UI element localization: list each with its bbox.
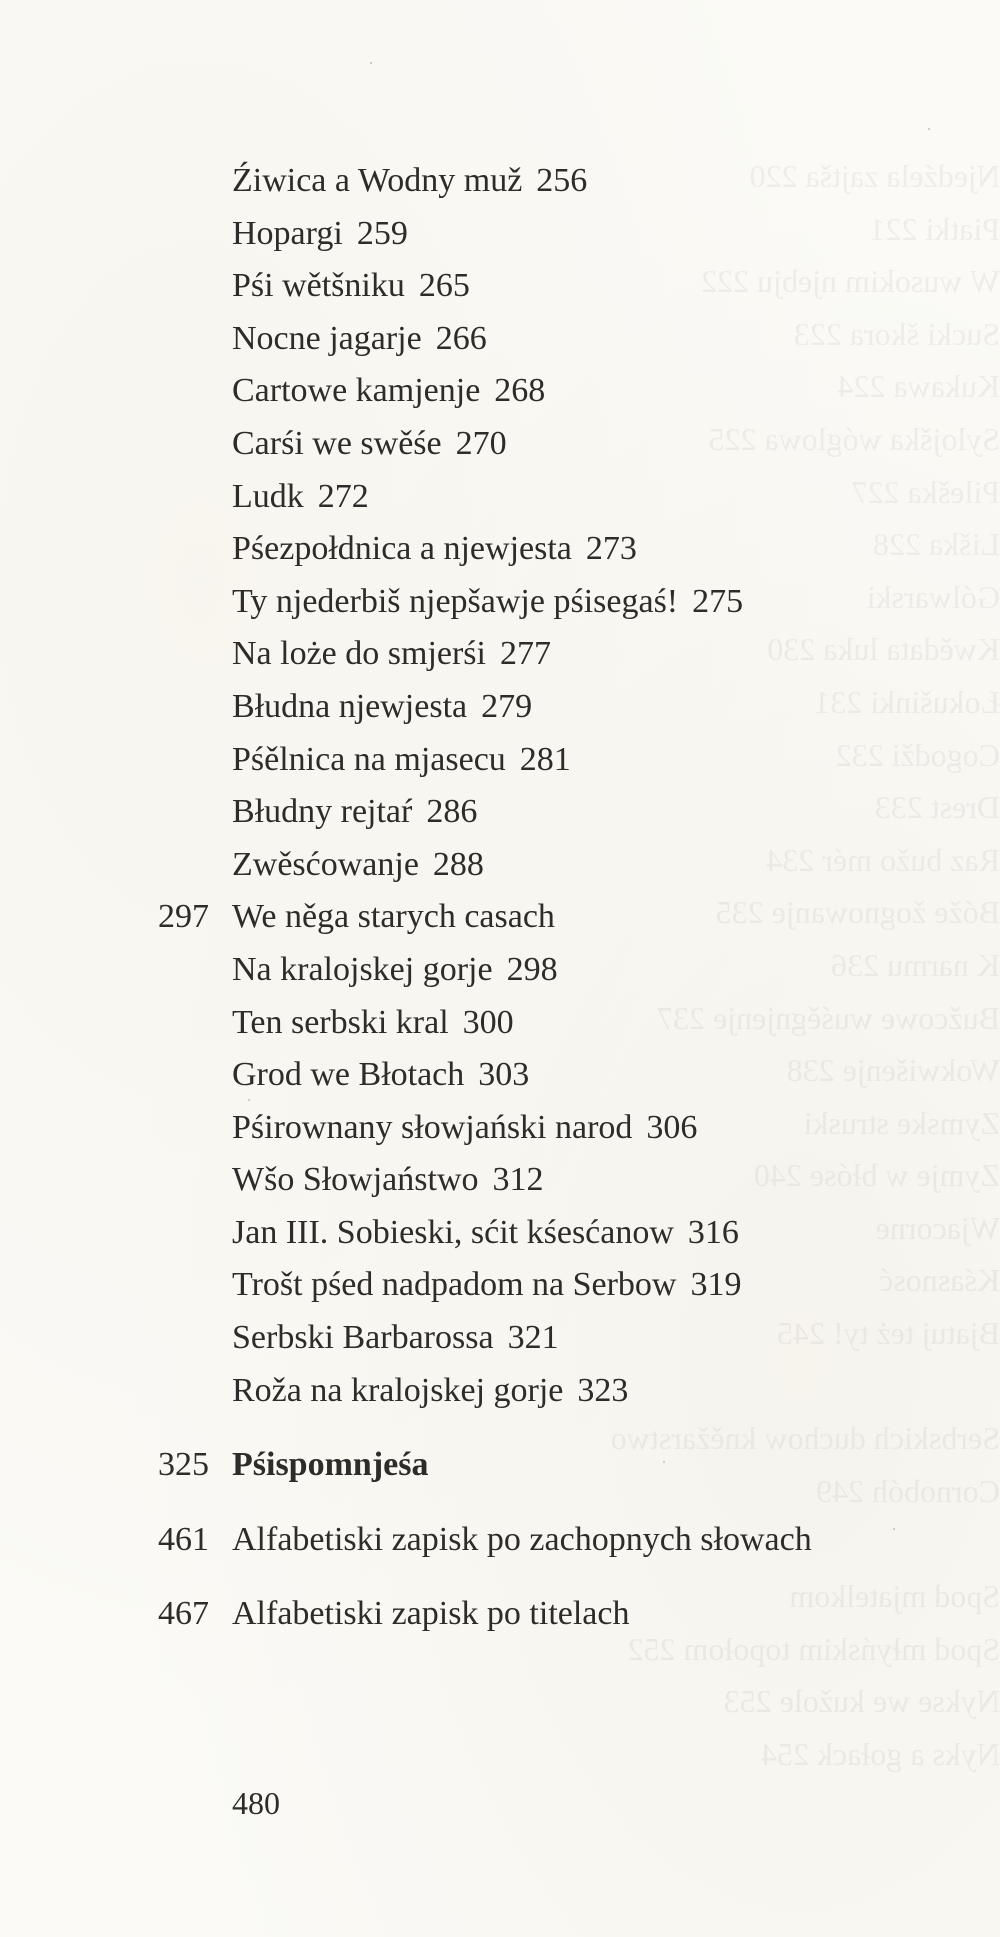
entry-title <box>232 839 484 892</box>
toc-entry[interactable] <box>0 1312 1000 1365</box>
entry-title <box>232 944 558 997</box>
show-through-line: Zymje w błóse 240 <box>753 1157 1000 1194</box>
toc-entry[interactable] <box>0 471 1000 524</box>
entry-title-text: Pśělnica na mjasecu <box>232 740 506 778</box>
entry-title-text: Cartowe kamjenje <box>232 372 481 410</box>
entry-title-text: Ludk <box>232 477 304 515</box>
toc-entry[interactable] <box>0 1154 1000 1207</box>
show-through-line: Kwědata luka 230 <box>767 631 1000 668</box>
entry-page-number: 275 <box>692 582 744 620</box>
toc-entry[interactable] <box>0 997 1000 1050</box>
entry-title-text: Pśi wětšniku <box>232 267 405 305</box>
entry-page-number: 256 <box>536 162 588 199</box>
toc-entry[interactable] <box>0 1207 1000 1260</box>
section-title: Alfabetiski zapisk po zachopnych słowach <box>232 1520 812 1558</box>
entry-title <box>232 628 551 681</box>
toc-entry[interactable] <box>0 1102 1000 1155</box>
entry-title <box>232 681 532 734</box>
entry-page-number: 279 <box>481 687 533 725</box>
toc-entry[interactable] <box>0 365 1000 418</box>
show-through-line: Gólwarski <box>866 578 1000 615</box>
toc-entry[interactable] <box>0 681 1000 734</box>
entry-page-number: 316 <box>687 1213 739 1251</box>
entry-title-text: Hopargi <box>232 214 343 252</box>
show-through-line: Wjacorne <box>875 1209 1000 1246</box>
entry-title-text: Ty njederbiš njepšawje pśisegaś! <box>232 582 679 620</box>
entry-title <box>232 1259 742 1312</box>
toc-entry[interactable] <box>0 418 1000 471</box>
toc-entry[interactable] <box>0 576 1000 629</box>
entry-title <box>232 1102 697 1155</box>
entry-title <box>232 471 369 524</box>
entry-title-text: Na kralojskej gorje <box>232 950 493 988</box>
toc-entry[interactable] <box>0 1049 1000 1102</box>
entry-title <box>232 208 408 261</box>
entry-page-number: 312 <box>492 1161 544 1199</box>
entry-page-number: 321 <box>507 1319 559 1357</box>
entry-title-text: Wšo Słowjaństwo <box>232 1161 479 1199</box>
entry-page-number: 286 <box>426 793 478 831</box>
entry-page-number: 265 <box>418 267 470 305</box>
show-through-line: Drest 233 <box>874 789 1000 826</box>
section-page-number: 297 <box>158 898 209 936</box>
entry-title <box>232 155 587 208</box>
entry-title-text: Carśi we swěśe <box>232 424 442 462</box>
paper-speck <box>893 1528 895 1530</box>
entry-title <box>232 313 487 366</box>
entry-page-number: 303 <box>478 1056 530 1094</box>
entry-title-text: Pśezpołdnica a njewjesta <box>232 530 572 568</box>
toc-entry[interactable] <box>0 734 1000 787</box>
entry-title-text: Błudna njewjesta <box>232 687 468 725</box>
entry-title-text: Zwěsćowanje <box>232 845 419 883</box>
show-through-line: Liška 228 <box>872 526 1000 563</box>
entry-page-number: 298 <box>506 950 558 988</box>
toc-entry[interactable] <box>0 628 1000 681</box>
entry-title <box>232 1365 628 1418</box>
show-through-line: Serbskich duchow kněžarstwo <box>610 1420 1000 1457</box>
entry-title-text: Grod we Błotach <box>232 1056 465 1094</box>
entry-page-number: 288 <box>432 845 484 883</box>
entry-page-number: 306 <box>646 1108 698 1146</box>
toc-entry[interactable] <box>0 260 1000 313</box>
show-through-line: Spod mjatelkom <box>789 1578 1000 1615</box>
show-through-line: Spod młyńskim topołom 252 <box>627 1630 1000 1667</box>
show-through-line: Sucki škora 223 <box>793 315 1000 352</box>
entry-title <box>232 576 743 629</box>
entry-title-text: Ten serbski kral <box>232 1003 449 1041</box>
entry-title <box>232 786 477 839</box>
entry-title <box>232 734 571 787</box>
section-page-number: 325 <box>158 1446 209 1484</box>
section-page-number: 467 <box>158 1595 209 1633</box>
entry-title <box>232 523 637 576</box>
toc-entry[interactable] <box>0 313 1000 366</box>
toc-entry[interactable] <box>0 208 1000 261</box>
toc-entry[interactable] <box>0 523 1000 576</box>
entry-title-text: Na lożе do smjerśi <box>232 635 486 673</box>
folio-page-number: 480 <box>232 1785 280 1821</box>
show-through-line: Wokwišenje 238 <box>786 1052 1000 1089</box>
entry-page-number: 268 <box>494 372 546 410</box>
show-through-line: Sylojška wóglowa 225 <box>708 420 1000 457</box>
show-through-line: Bóže žognowanje 235 <box>715 894 1000 931</box>
entry-title <box>232 260 470 313</box>
entry-page-number: 273 <box>585 530 637 568</box>
show-through-line: Kśasnosć <box>879 1262 1000 1299</box>
entry-page-number: 272 <box>317 477 369 515</box>
entry-page-number: 300 <box>462 1003 514 1041</box>
show-through-line: Kukawa 224 <box>837 368 1000 405</box>
entry-page-number: 270 <box>455 424 507 462</box>
section-title: We něga starych casach <box>232 898 555 936</box>
entry-title <box>232 365 545 418</box>
show-through-line: Cornobóh 249 <box>816 1472 1000 1509</box>
entry-title <box>232 1154 544 1207</box>
show-through-line: Bjatuj też ty! 245 <box>776 1315 1000 1352</box>
paper-speck <box>370 62 372 64</box>
paper-speck <box>663 1461 665 1463</box>
show-through-line: K narmu 236 <box>831 946 1000 983</box>
paper-speck <box>248 1099 250 1101</box>
entry-title-text: Błudny rejtaŕ <box>232 793 413 831</box>
entry-title-text: Trošt pśed nadpadom na Serbow <box>232 1266 677 1304</box>
entry-title <box>232 418 507 471</box>
entry-page-number: 281 <box>519 740 571 778</box>
entry-title-text: Pśirownany słowjański narod <box>232 1108 633 1146</box>
show-through-line: Nykse we kužole 253 <box>723 1683 1000 1720</box>
show-through-line: W wusokim njebju 222 <box>701 263 1000 300</box>
entry-page-number: 323 <box>577 1371 629 1409</box>
show-through-line: Njedźela zajtša 220 <box>749 158 1000 194</box>
entry-title-text: Nocne jagarje <box>232 319 422 357</box>
show-through-line: Łokušinki 231 <box>814 683 1000 720</box>
entry-page-number: 319 <box>690 1266 742 1304</box>
toc-entry[interactable] <box>0 1365 1000 1418</box>
show-through-line: Bužcowe wuśěgnjenje 237 <box>656 999 1000 1036</box>
entry-page-number: 266 <box>435 319 487 357</box>
show-through-line: Nyks a gołack 254 <box>760 1735 1000 1772</box>
toc-back-matter-notes[interactable] <box>0 1439 1000 1492</box>
toc-entry[interactable] <box>0 786 1000 839</box>
entry-title-text: Serbski Barbarossa <box>232 1319 494 1357</box>
toc-entry[interactable] <box>0 155 1000 208</box>
entry-title-text: Źiwica a Wodny muž <box>232 162 523 199</box>
paper-speck <box>928 128 930 130</box>
section-title: Pśispomnjeśa <box>232 1446 429 1484</box>
toc-section-we-nega[interactable] <box>0 891 1000 944</box>
toc-entry[interactable] <box>0 1259 1000 1312</box>
show-through-line: Raz bužo mér 234 <box>766 841 1000 878</box>
toc-entry[interactable] <box>0 839 1000 892</box>
table-of-contents <box>0 155 1000 1641</box>
show-through-line: Pileška 227 <box>851 473 1000 510</box>
section-page-number: 461 <box>158 1520 209 1558</box>
entry-title-text: Roža na kralojskej gorje <box>232 1371 564 1409</box>
entry-title <box>232 997 514 1050</box>
entry-page-number: 277 <box>500 635 551 673</box>
entry-page-number: 259 <box>356 214 408 252</box>
toc-index-titles[interactable] <box>0 1588 1000 1641</box>
show-through-line: Cogodži 232 <box>835 736 1000 773</box>
toc-index-first-lines[interactable] <box>0 1514 1000 1567</box>
entry-title-text: Jan III. Sobieski, sćit kśesćanow <box>232 1213 674 1251</box>
entry-title <box>232 1207 739 1260</box>
entry-title <box>232 1312 559 1365</box>
entry-title <box>232 1049 529 1102</box>
section-title: Alfabetiski zapisk po titelach <box>232 1595 630 1633</box>
show-through-line: Piatki 221 <box>869 210 1000 247</box>
show-through-line: Zymske struski <box>803 1104 1000 1141</box>
toc-entry[interactable] <box>0 944 1000 997</box>
